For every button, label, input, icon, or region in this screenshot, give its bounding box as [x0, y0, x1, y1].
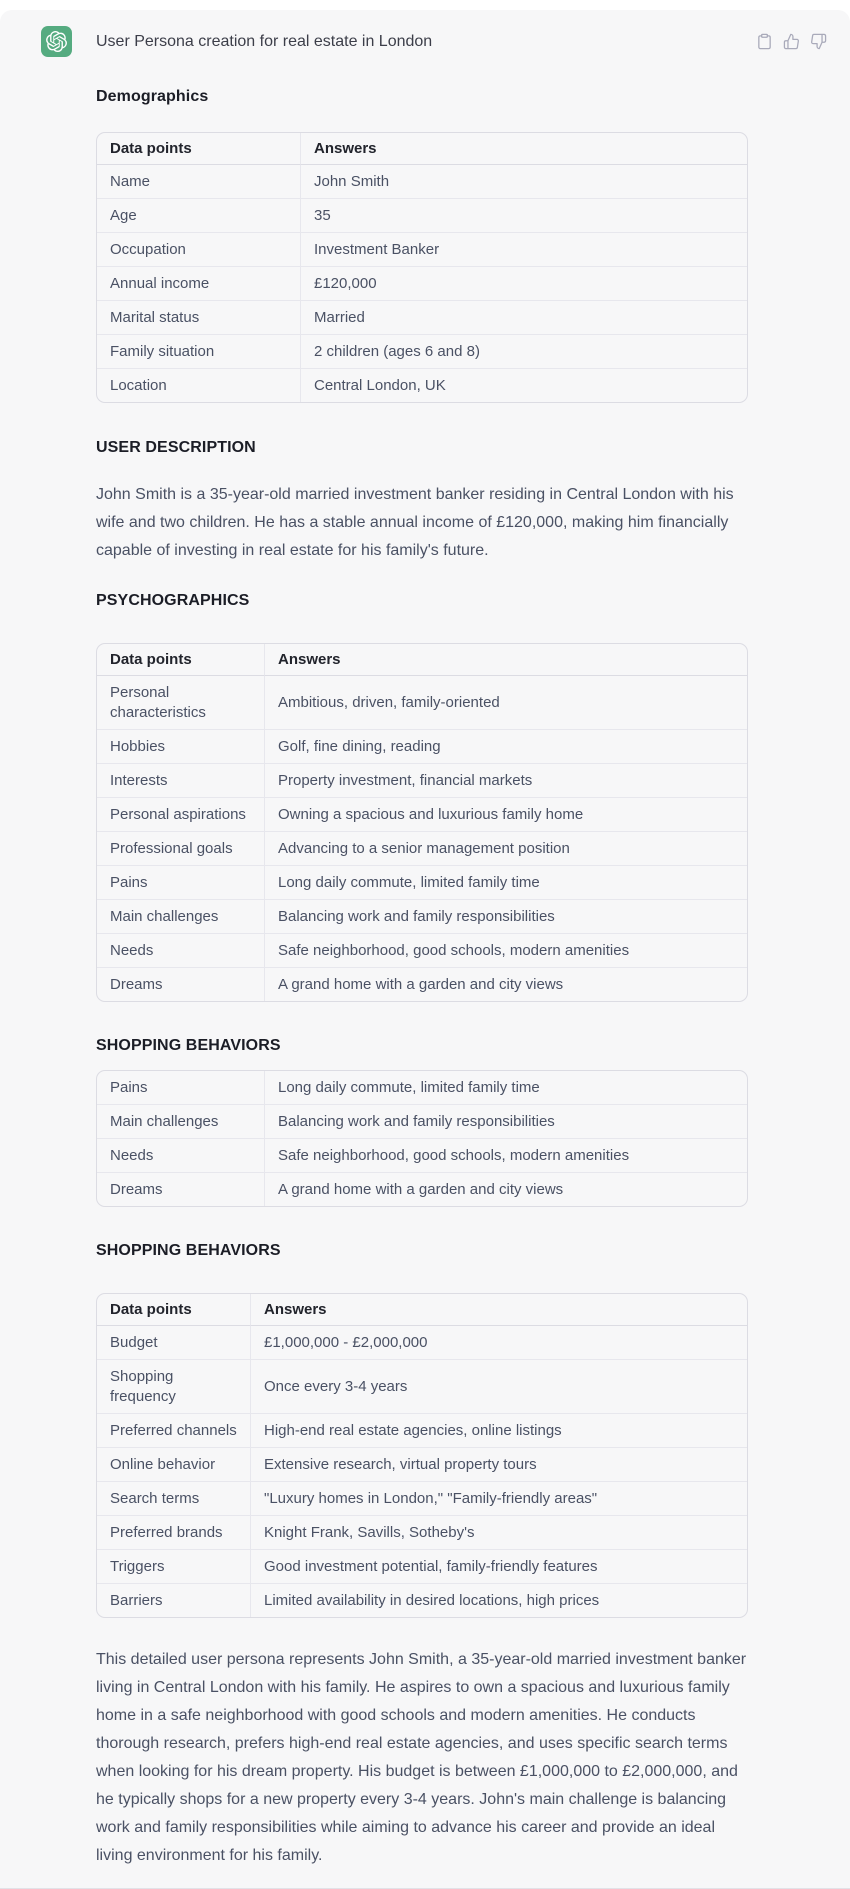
chatgpt-logo-icon	[46, 31, 67, 52]
answer-cell: Once every 3-4 years	[251, 1360, 747, 1414]
demographics-table	[96, 132, 748, 403]
answer-cell: 2 children (ages 6 and 8)	[301, 335, 747, 369]
answer-cell: Knight Frank, Savills, Sotheby's	[251, 1516, 747, 1550]
data-point-cell: Budget	[97, 1326, 251, 1360]
table-row	[97, 301, 747, 335]
thumbs-down-button[interactable]	[810, 33, 827, 50]
table-header-row	[97, 133, 747, 165]
data-point-cell: Needs	[97, 934, 265, 968]
thumbs-down-icon	[810, 33, 827, 50]
table-row	[97, 1482, 747, 1516]
data-point-cell: Occupation	[97, 233, 301, 267]
answer-cell: Long daily commute, limited family time	[265, 1071, 747, 1105]
section-heading-shopping-behaviors-1: SHOPPING BEHAVIORS	[96, 1037, 281, 1054]
column-header-data-points: Data points	[97, 133, 301, 165]
answer-cell: Long daily commute, limited family time	[265, 866, 747, 900]
answer-cell: "Luxury homes in London," "Family-friendly areas"	[251, 1482, 747, 1516]
answer-cell: Good investment potential, family-friendly features	[251, 1550, 747, 1584]
assistant-message	[41, 26, 826, 1870]
answer-cell: 35	[301, 199, 747, 233]
data-point-cell: Family situation	[97, 335, 301, 369]
table-row	[97, 1326, 747, 1360]
data-point-cell: Main challenges	[97, 900, 265, 934]
data-point-cell: Triggers	[97, 1550, 251, 1584]
data-point-cell: Dreams	[97, 1173, 265, 1206]
table-row	[97, 1550, 747, 1584]
message-actions	[756, 33, 827, 50]
column-header-answers: Answers	[251, 1294, 747, 1326]
thumbs-up-button[interactable]	[783, 33, 800, 50]
answer-cell: Safe neighborhood, good schools, modern amenities	[265, 1139, 747, 1173]
data-point-cell: Pains	[97, 1071, 265, 1105]
answer-cell: Extensive research, virtual property tours	[251, 1448, 747, 1482]
table-row	[97, 199, 747, 233]
data-point-cell: Marital status	[97, 301, 301, 335]
column-header-answers: Answers	[301, 133, 747, 165]
data-point-cell: Professional goals	[97, 832, 265, 866]
answer-cell: Ambitious, driven, family-oriented	[265, 676, 747, 730]
table-row	[97, 1584, 747, 1617]
answer-cell: Owning a spacious and luxurious family home	[265, 798, 747, 832]
data-point-cell: Location	[97, 369, 301, 402]
answer-cell: £120,000	[301, 267, 747, 301]
answer-cell: High-end real estate agencies, online listings	[251, 1414, 747, 1448]
message-header	[96, 26, 826, 57]
table-row	[97, 1173, 747, 1206]
answer-cell: Balancing work and family responsibilities	[265, 900, 747, 934]
data-point-cell: Main challenges	[97, 1105, 265, 1139]
shopping-behaviors-continuation-table	[96, 1070, 748, 1207]
data-point-cell: Search terms	[97, 1482, 251, 1516]
data-point-cell: Shopping frequency	[97, 1360, 251, 1414]
table-row	[97, 866, 747, 900]
page-title: User Persona creation for real estate in London	[96, 32, 433, 50]
data-point-cell: Preferred brands	[97, 1516, 251, 1550]
data-point-cell: Name	[97, 165, 301, 199]
data-point-cell: Preferred channels	[97, 1414, 251, 1448]
table-row	[97, 832, 747, 866]
table-row	[97, 1414, 747, 1448]
answer-cell: Golf, fine dining, reading	[265, 730, 747, 764]
data-point-cell: Hobbies	[97, 730, 265, 764]
copy-button[interactable]	[756, 33, 773, 50]
table-row	[97, 798, 747, 832]
answer-cell: A grand home with a garden and city views	[278, 975, 564, 993]
summary-paragraph: This detailed user persona represents John Smith, a 35-year-old married investment banker living in Central London with his family. He aspires to own a spacious and luxurious family home in a safe neighborhood with good schools and modern amenities. He conducts thorough research, prefers high-end real estate agencies, and uses specific search terms when looking for his dream property. His budget is between £1,000,000 to £2,000,000, and he typically shops for a new property every 3-4 years. John's main challenge is balancing work and family responsibilities while aiming to advance his career and provide an ideal living environment for his family.	[96, 1651, 747, 1864]
answer-cell: Investment Banker	[301, 233, 747, 267]
data-point-cell: Personal characteristics	[97, 676, 265, 730]
table-row	[97, 968, 747, 1001]
data-point-cell: Needs	[97, 1139, 265, 1173]
section-heading-user-description: USER DESCRIPTION	[96, 439, 256, 456]
column-header-answers: Answers	[265, 644, 747, 676]
table-row	[97, 267, 747, 301]
section-heading-psychographics: PSYCHOGRAPHICS	[96, 592, 250, 609]
table-row	[97, 1516, 747, 1550]
message-content	[96, 87, 748, 1870]
data-point-cell: Dreams	[97, 968, 265, 1001]
copy-icon	[756, 33, 773, 50]
table-header-row	[97, 1294, 747, 1326]
answer-cell: Property investment, financial markets	[265, 764, 747, 798]
avatar	[41, 26, 72, 57]
table-row	[97, 934, 747, 968]
assistant-message-card	[0, 10, 850, 1889]
answer-cell: Limited availability in desired locations, high prices	[264, 1591, 600, 1609]
section-heading-demographics: Demographics	[96, 88, 209, 105]
thumbs-up-icon	[783, 33, 800, 50]
answer-cell: Safe neighborhood, good schools, modern amenities	[265, 934, 747, 968]
table-header-row	[97, 644, 747, 676]
answer-cell: £1,000,000 - £2,000,000	[251, 1326, 747, 1360]
section-heading-shopping-behaviors-2: SHOPPING BEHAVIORS	[96, 1242, 281, 1259]
data-point-cell: Personal aspirations	[97, 798, 265, 832]
table-row	[97, 369, 747, 402]
data-point-cell: Barriers	[97, 1584, 251, 1617]
table-row	[97, 233, 747, 267]
answer-cell: Advancing to a senior management position	[265, 832, 747, 866]
answer-cell: John Smith	[301, 165, 747, 199]
column-header-data-points: Data points	[97, 644, 265, 676]
table-row	[97, 1071, 747, 1105]
data-point-cell: Interests	[97, 764, 265, 798]
table-row	[97, 764, 747, 798]
table-row	[97, 900, 747, 934]
shopping-behaviors-table	[96, 1293, 748, 1618]
table-row	[97, 335, 747, 369]
answer-cell: Balancing work and family responsibilities	[265, 1105, 747, 1139]
data-point-cell: Age	[97, 199, 301, 233]
table-row	[97, 676, 747, 730]
table-row	[97, 165, 747, 199]
answer-cell: Central London, UK	[314, 376, 446, 394]
column-header-data-points: Data points	[97, 1294, 251, 1326]
table-row	[97, 1448, 747, 1482]
table-row	[97, 730, 747, 764]
data-point-cell: Online behavior	[97, 1448, 251, 1482]
table-row	[97, 1139, 747, 1173]
answer-cell: Married	[301, 301, 747, 335]
table-row	[97, 1360, 747, 1414]
answer-cell: A grand home with a garden and city views	[278, 1180, 564, 1198]
data-point-cell: Annual income	[97, 267, 301, 301]
table-row	[97, 1105, 747, 1139]
psychographics-table	[96, 643, 748, 1002]
user-description-paragraph: John Smith is a 35-year-old married investment banker residing in Central London with his wife and two children. He has a stable annual income of £120,000, making him financially capable of investing in real estate for his family's future.	[96, 486, 734, 559]
data-point-cell: Pains	[97, 866, 265, 900]
